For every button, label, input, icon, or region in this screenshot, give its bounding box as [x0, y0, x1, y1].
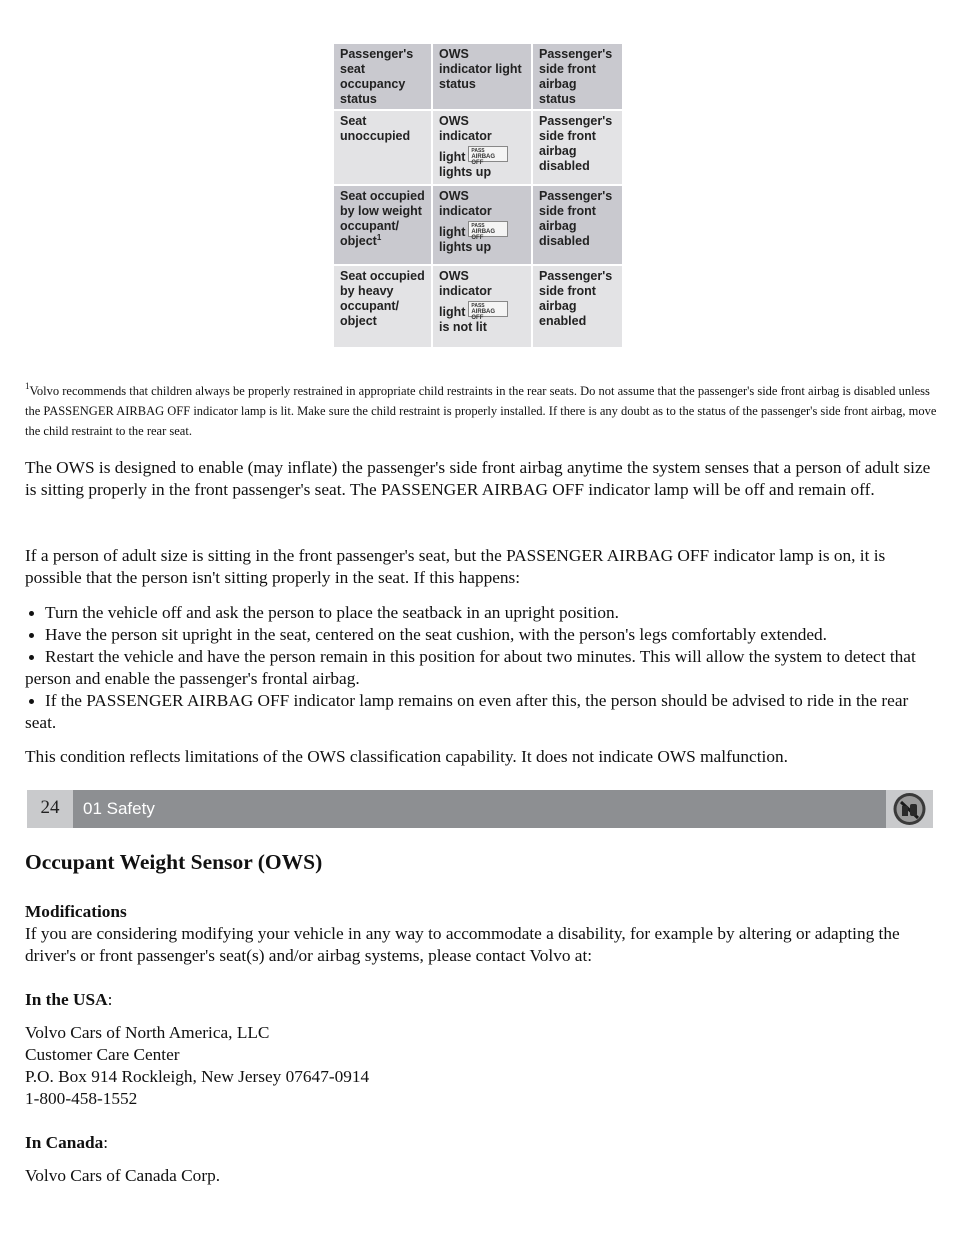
lamp-text: PASS: [471, 303, 485, 309]
bullet-icon: [29, 633, 34, 638]
list-item-text: Turn the vehicle off and ask the person to place the seatback in an upright position.: [45, 603, 619, 622]
table-cell: [334, 185, 432, 265]
list-item: [25, 602, 937, 624]
footnote-text: Volvo recommends that children always be properly restrained in appropriate child restraints in the rear seats. Do not assume that the passenger's side front airbag is disabled unless the PASSENGER AIRBAG OFF indicator lamp is lit. Make sure the child restraint is properly installed. If there is any doubt as to the status of the passenger's side front airbag, move the child restraint to the rear seat.: [25, 384, 937, 438]
cell-text: OWS indicator: [439, 189, 492, 218]
airbag-off-lamp-icon: [468, 301, 508, 321]
table-cell: Seat occupied by heavy occupant/ object: [334, 265, 432, 348]
paragraph: If you are considering modifying your vehicle in any way to accommodate a disability, for example by altering or adapting the driver's or front passenger's seat(s) and/or airbag systems, please contact Volvo at:: [25, 924, 900, 965]
label-text: In the USA: [25, 990, 108, 1009]
paragraph: The OWS is designed to enable (may inflate) the passenger's side front airbag anytime the system senses that a person of adult size is sitting properly in the front passenger's seat. The PASSENGER AIRBAG OFF indicator lamp will be off and remain off.: [25, 458, 931, 499]
table-cell: Passenger's side front airbag enabled: [532, 265, 622, 348]
lamp-text: AIRBAG OFF: [471, 229, 496, 241]
airbag-off-lamp-icon: [468, 146, 508, 166]
label-colon: :: [103, 1133, 109, 1152]
lamp-text: AIRBAG OFF: [471, 154, 496, 166]
bullet-icon: [29, 611, 34, 616]
usa-label: [25, 989, 937, 1011]
canada-label: [25, 1132, 937, 1154]
footnote-mark: 1: [25, 381, 30, 391]
table-row: [334, 265, 622, 348]
list-item: [25, 646, 937, 690]
cell-text: light: [439, 150, 466, 164]
bullet-list: [25, 602, 937, 734]
cell-text: OWS indicator: [439, 114, 492, 143]
header-cell: Passenger's seat occupancy status: [334, 44, 432, 110]
address-line: Volvo Cars of North America, LLC: [25, 1023, 270, 1042]
cell-text: Seat occupied by low weight occupant/ object: [340, 189, 425, 248]
table-cell: [432, 110, 532, 185]
table-cell: Seat unoccupied: [334, 110, 432, 185]
list-item-text: If the PASSENGER AIRBAG OFF indicator lamp remains on even after this, the person should be advised to ride in the rear seat.: [25, 691, 909, 732]
lamp-text: PASS: [471, 223, 485, 229]
bullet-icon: [29, 655, 34, 660]
table-row: [334, 110, 622, 185]
ows-status-table: [334, 44, 622, 349]
paragraph: If a person of adult size is sitting in the front passenger's seat, but the PASSENGER AIRBAG OFF indicator lamp is on, it is possible that the person isn't sitting properly in the seat. If this happens:: [25, 546, 886, 587]
table-cell: [432, 265, 532, 348]
address-line: Volvo Cars of Canada Corp.: [25, 1166, 221, 1185]
label-text: In Canada: [25, 1133, 104, 1152]
footnote-mark: 1: [376, 233, 382, 242]
page-number: 24: [27, 790, 73, 828]
table-header-row: [334, 44, 622, 110]
cell-text: lights up: [439, 240, 492, 254]
subheading: Modifications: [25, 902, 127, 921]
table-cell: [432, 185, 532, 265]
safety-icon: [886, 790, 933, 828]
address-line: P.O. Box 914 Rockleigh, New Jersey 07647-0914: [25, 1067, 370, 1086]
list-item-text: Have the person sit upright in the seat, centered on the seat cushion, with the person's legs comfortably extended.: [45, 625, 827, 644]
cell-text: light: [439, 305, 466, 319]
label-colon: :: [107, 990, 113, 1009]
header-cell: Passenger's side front airbag status: [532, 44, 622, 110]
list-item-text: Restart the vehicle and have the person remain in this position for about two minutes. This will allow the system to detect that person and enable the passenger's frontal airbag.: [25, 647, 916, 688]
cell-text: light: [439, 225, 466, 239]
section-bar: [27, 790, 933, 828]
list-item: [25, 690, 937, 734]
address-line: Customer Care Center: [25, 1045, 180, 1064]
lamp-text: PASS: [471, 148, 485, 154]
phone-line: 1-800-458-1552: [25, 1089, 138, 1108]
cell-text: lights up: [439, 165, 492, 179]
footnote: [25, 381, 937, 441]
section-title: 01 Safety: [83, 799, 155, 818]
cell-text: OWS indicator: [439, 269, 492, 298]
header-cell: OWS indicator light status: [432, 44, 532, 110]
bullet-icon: [29, 699, 34, 704]
table-cell: Passenger's side front airbag disabled: [532, 110, 622, 185]
cell-text: is not lit: [439, 320, 487, 334]
page-heading: Occupant Weight Sensor (OWS): [25, 850, 323, 874]
paragraph: This condition reflects limitations of the OWS classification capability. It does not indicate OWS malfunction.: [25, 747, 788, 766]
table-row: [334, 185, 622, 265]
list-item: [25, 624, 937, 646]
lamp-text: AIRBAG OFF: [471, 309, 496, 321]
airbag-off-lamp-icon: [468, 221, 508, 241]
table-cell: Passenger's side front airbag disabled: [532, 185, 622, 265]
